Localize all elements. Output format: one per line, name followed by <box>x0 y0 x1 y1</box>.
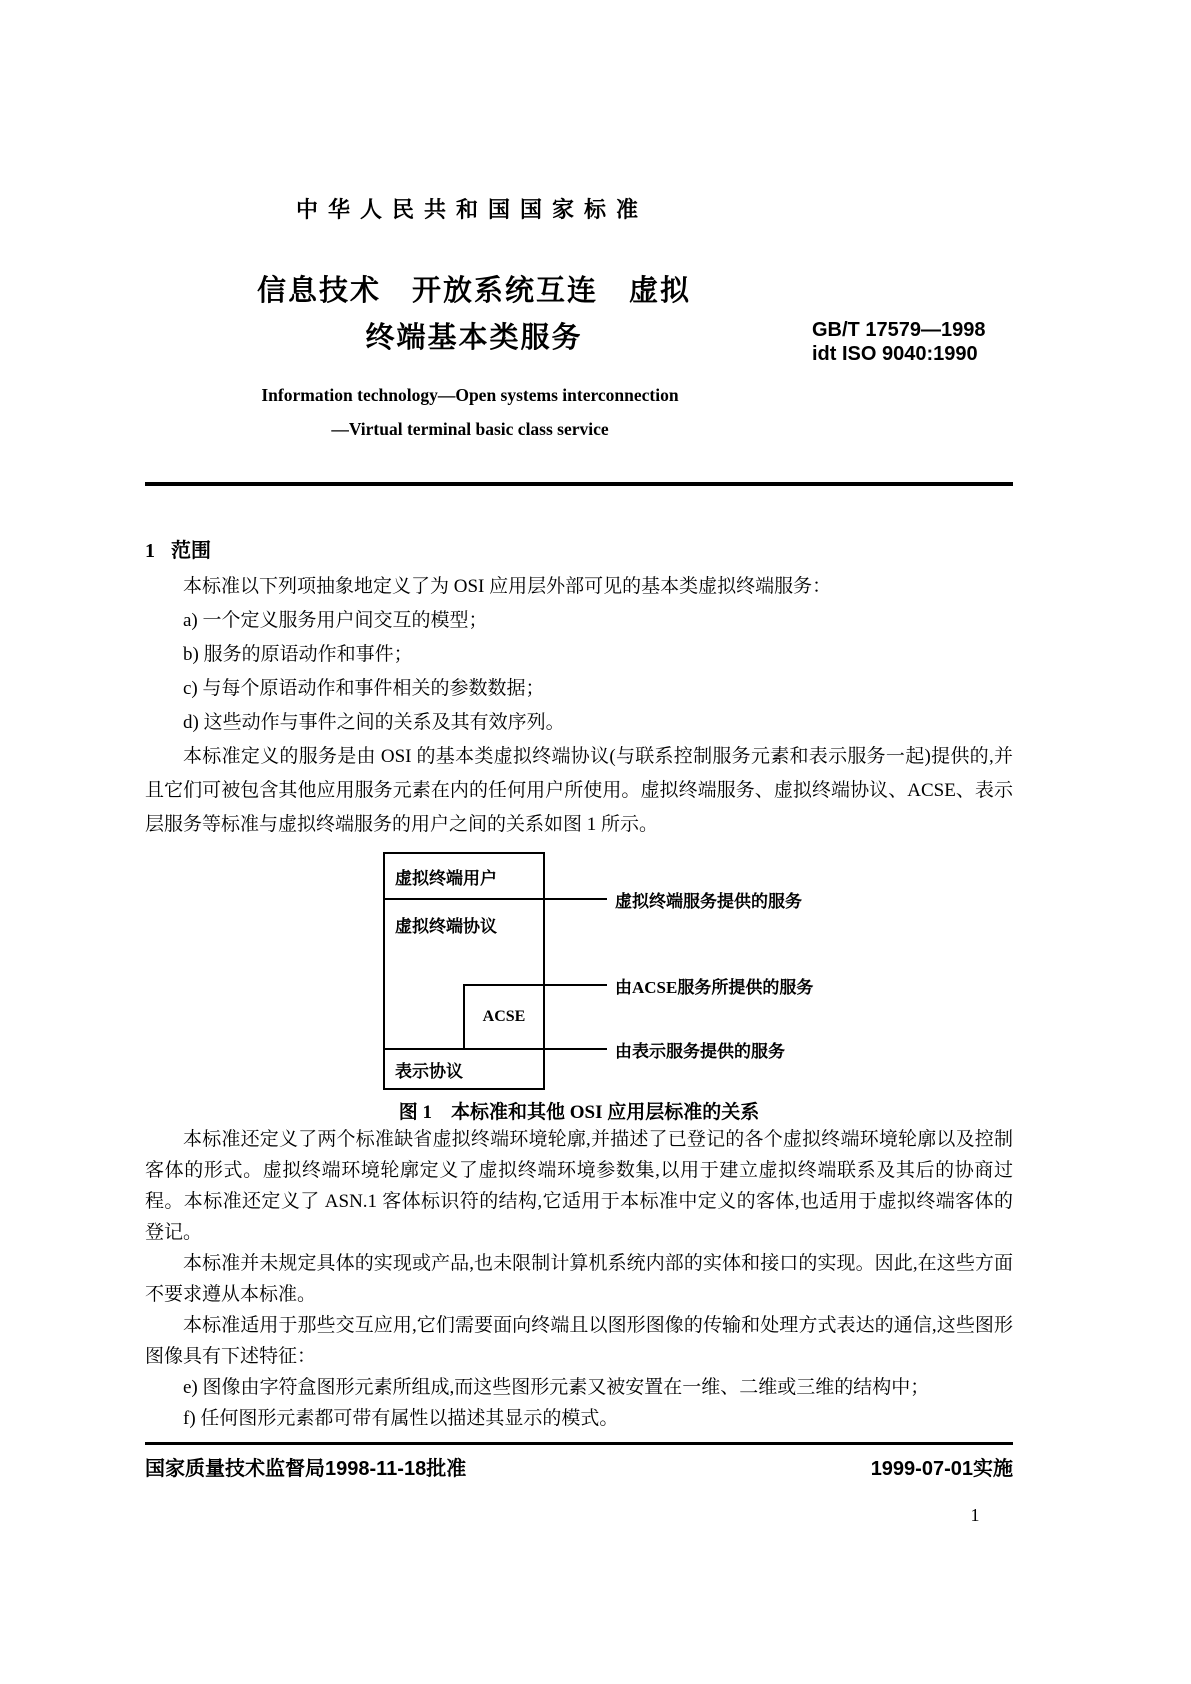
figure-protocol-stack-box <box>383 852 545 1090</box>
list-item-a: a) 一个定义服务用户间交互的模型； <box>183 610 488 631</box>
list-item-b: b) 服务的原语动作和事件； <box>183 644 413 665</box>
implementation-date: 1999-07-01实施 <box>870 1458 1013 1480</box>
footer-divider <box>145 1442 1013 1445</box>
paragraph-scope-intro: 本标准以下列项抽象地定义了为 OSI 应用层外部可见的基本类虚拟终端服务： <box>183 576 832 597</box>
standard-number <box>812 318 985 366</box>
standard-number-gb: GB/T 17579—1998 <box>812 319 986 341</box>
english-title-line-1: Information technology—Open systems interconnection <box>261 385 679 405</box>
paragraph-no-implementation: 本标准并未规定具体的实现或产品,也未限制计算机系统内部的实体和接口的实现。因此,在这些方面不要求遵从本标准。 <box>145 1253 1013 1305</box>
list-item-d: d) 这些动作与事件之间的关系及其有效序列。 <box>183 712 565 733</box>
figure-box-vt-protocol-label: 虚拟终端协议 <box>395 917 497 936</box>
list-item-c: c) 与每个原语动作和事件相关的参数数据； <box>183 678 545 699</box>
section-heading <box>145 534 211 563</box>
figure-connector-line-acse-service <box>545 984 607 986</box>
english-title-line-2: —Virtual terminal basic class service <box>331 419 609 439</box>
figure-connector-line-vt-service <box>545 898 607 900</box>
figure-label-presentation-service: 由表示服务提供的服务 <box>615 1042 785 1061</box>
approval-info: 国家质量技术监督局1998-11-18批准 <box>145 1458 467 1480</box>
body-text-lower <box>145 1124 1013 1434</box>
footer <box>145 1452 1013 1481</box>
figure-box-acse: ACSE <box>463 984 543 1048</box>
body-text-upper <box>145 570 1013 842</box>
page-number: 1 <box>970 1505 980 1525</box>
figure-box-vt-protocol <box>385 900 543 1048</box>
paragraph-profiles: 本标准还定义了两个标准缺省虚拟终端环境轮廓,并描述了已登记的各个虚拟终端环境轮廓以及控制客体的形式。虚拟终端环境轮廓定义了虚拟终端环境参数集,以用于建立虚拟终端联系及其后的协商过程。本标准还定义了 ASN.1 客体标识符的结构,它适用于本标准中定义的客体,也适用于虚拟终端客体的登记。 <box>145 1129 1013 1243</box>
section-number: 1 <box>145 540 155 562</box>
english-title <box>0 378 940 446</box>
figure-connector-line-presentation-service <box>545 1048 607 1050</box>
paragraph-applicability: 本标准适用于那些交互应用,它们需要面向终端且以图形图像的传输和处理方式表达的通信,这些图形图像具有下述特征： <box>145 1315 1013 1367</box>
document-title <box>0 268 948 362</box>
figure-caption: 图 1 本标准和其他 OSI 应用层标准的关系 <box>398 1102 760 1123</box>
list-item-f: f) 任何图形元素都可带有属性以描述其显示的模式。 <box>183 1408 619 1429</box>
figure-box-presentation: 表示协议 <box>385 1048 543 1088</box>
section-title: 范围 <box>171 540 211 562</box>
title-line-2: 终端基本类服务 <box>365 322 583 354</box>
standard-header: 中华人民共和国国家标准 <box>295 197 648 222</box>
list-item-e: e) 图像由字符盒图形元素所组成,而这些图形元素又被安置在一维、二维或三维的结构中； <box>183 1377 930 1398</box>
figure-label-vt-service: 虚拟终端服务提供的服务 <box>615 892 802 911</box>
figure-label-acse-service: 由ACSE服务所提供的服务 <box>615 978 814 997</box>
standard-number-iso: idt ISO 9040:1990 <box>812 343 978 365</box>
figure-1-diagram <box>383 852 853 1097</box>
figure-box-vt-user: 虚拟终端用户 <box>385 854 543 900</box>
title-line-1: 信息技术 开放系统互连 虚拟 <box>256 275 691 307</box>
header-divider <box>145 482 1013 486</box>
paragraph-service-definition: 本标准定义的服务是由 OSI 的基本类虚拟终端协议(与联系控制服务元素和表示服务一起)提供的,并且它们可被包含其他应用服务元素在内的任何用户所使用。虚拟终端服务、虚拟终端协议、ACSE、表示层服务等标准与虚拟终端服务的用户之间的关系如图 1 所示。 <box>145 746 1013 835</box>
